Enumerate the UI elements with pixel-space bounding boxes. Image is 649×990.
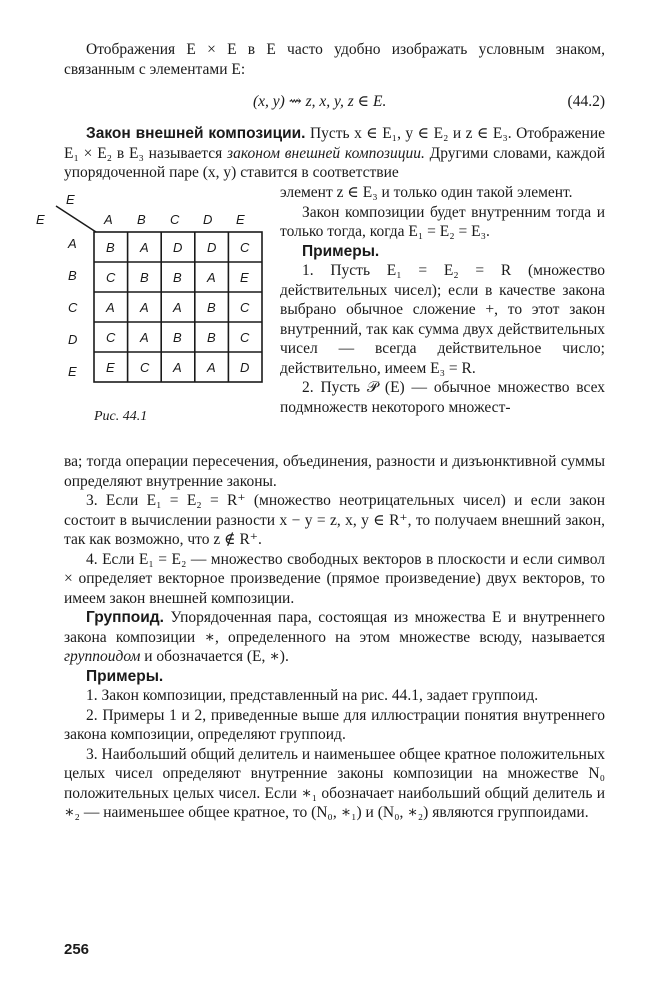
- groupoid-text-b: и обозначается (E, ∗).: [144, 648, 289, 665]
- external-law-text-b: Другими словами, каждой упорядоченной паре (x, y) ставится в соответствие: [64, 144, 606, 181]
- table-cell: A: [173, 360, 182, 375]
- table-cell: C: [140, 360, 150, 375]
- corner-top-label: E: [66, 192, 75, 207]
- groupoid-text-a: Упорядоченная пара, состоящая из множества E и внутреннего закона композиции ∗, определенного на этом множестве всюду, называется: [64, 609, 605, 646]
- table-cell: B: [106, 240, 115, 255]
- corner-left-label: E: [36, 212, 45, 227]
- col-header: C: [170, 212, 180, 227]
- external-law-term: законом внешней композиции.: [227, 144, 425, 162]
- composition-table-figure: [36, 188, 276, 428]
- main-text: [64, 452, 605, 823]
- table-cell: A: [207, 270, 216, 285]
- groupoid-example-1: 1. Закон композиции, представленный на рис. 44.1, задает группоид.: [86, 687, 539, 704]
- row-header: C: [68, 300, 78, 315]
- row-headers: [67, 236, 78, 379]
- table-cell: A: [173, 300, 182, 315]
- groupoid-example-3: 3. Наибольший общий делитель и наименьшее общее кратное положительных целых чисел определяют внутренние законы композиции на множестве N₀ положительных целых чисел. Если ∗₁ обозначает наибольший общий делитель и ∗₂ — наименьшее общее кратное, то (N₀, ∗₁) и (N₀, ∗₂) являются группоидами.: [64, 745, 605, 821]
- table-cell: C: [240, 330, 250, 345]
- intro-paragraph: [64, 40, 605, 79]
- table-cell: A: [106, 300, 115, 315]
- row-header: A: [68, 236, 77, 251]
- table-cell: C: [240, 240, 250, 255]
- table-cell: C: [106, 330, 116, 345]
- column-headers: [103, 212, 245, 227]
- table-cell: C: [240, 300, 250, 315]
- col-header: D: [203, 212, 213, 227]
- table-cell: A: [140, 300, 149, 315]
- row-header: B: [68, 268, 77, 283]
- table-cell: A: [207, 360, 216, 375]
- figure-caption: Рис. 44.1: [94, 409, 148, 424]
- col-header: E: [236, 212, 245, 227]
- example-2-start: 2. Пусть 𝒫 (E) — обычное множество всех подмножеств некоторого множест-: [280, 379, 605, 416]
- row-header: E: [68, 364, 77, 379]
- col-header: B: [137, 212, 146, 227]
- table-cell: D: [240, 360, 250, 375]
- table-cell: D: [173, 240, 183, 255]
- table-cell: D: [207, 240, 217, 255]
- formula-44-2: [64, 92, 605, 114]
- examples-heading-2: Примеры.: [86, 667, 164, 685]
- groupoid-heading: Группоид.: [86, 609, 164, 626]
- example-3: 3. Если E₁ = E₂ = R⁺ (множество неотрицательных чисел) и если закон состоит в вычислении разности x − y = z, x, y ∈ R⁺, то получаем внешний закон, так как возможно, что z ∉ R⁺.: [64, 492, 605, 548]
- table-cell: E: [240, 270, 249, 285]
- table-cell: B: [173, 270, 182, 285]
- row-header: D: [68, 332, 78, 347]
- formula-number: (44.2): [567, 93, 605, 110]
- right-column: [280, 183, 605, 417]
- intro-text: Отображения E × E в E часто удобно изображать условным знаком, связанным с элементами E:: [64, 41, 605, 78]
- external-law-text-a: Пусть x ∈ E₁, y ∈ E₂ и z ∈ E₃. Отображение E₁ × E₂ в E₃ называется: [64, 125, 606, 162]
- groupoid-term: группоидом: [64, 648, 141, 665]
- table-cell: B: [173, 330, 182, 345]
- table-cell: E: [106, 360, 115, 375]
- table-cell: B: [140, 270, 149, 285]
- corner-diagonal: [56, 206, 96, 232]
- groupoid-example-2: 2. Примеры 1 и 2, приведенные выше для иллюстрации понятия внутреннего закона композиции, определяют группоид.: [64, 706, 605, 743]
- formula-expression: (x, y) ⇝ z, x, y, z ∈ E.: [253, 93, 387, 110]
- table-cell: B: [207, 300, 216, 315]
- table-cell: B: [207, 330, 216, 345]
- col-header: A: [104, 212, 113, 227]
- external-law-heading: Закон внешней композиции.: [86, 125, 306, 142]
- example-1: 1. Пусть E₁ = E₂ = R (множество действительных чисел); если в качестве закона выбрано обычное сложение +, то этот закон внутренний, так как сумма двух действительных чисел — всегда действительное число; действительно, имеем E₃ = R.: [280, 262, 605, 377]
- internal-condition: Закон композиции будет внутренним тогда и только тогда, когда E₁ = E₂ = E₃.: [280, 203, 605, 240]
- page-number: 256: [64, 941, 90, 958]
- example-2-end: ва; тогда операции пересечения, объединения, разности и дизъюнктивной суммы определяют внутренние законы.: [64, 453, 605, 490]
- external-law-paragraph: [64, 124, 605, 183]
- table-cell: A: [140, 240, 149, 255]
- external-law-text-c: элемент z ∈ E₃ и только один такой элемент.: [280, 184, 573, 201]
- examples-heading-1: Примеры.: [302, 242, 380, 260]
- table-cell: A: [140, 330, 149, 345]
- example-4: 4. Если E₁ = E₂ — множество свободных векторов в плоскости и если символ × определяет векторное произведение (прямое произведение) двух векторов, то имеем закон внешней композиции.: [64, 550, 605, 607]
- table-cell: C: [106, 270, 116, 285]
